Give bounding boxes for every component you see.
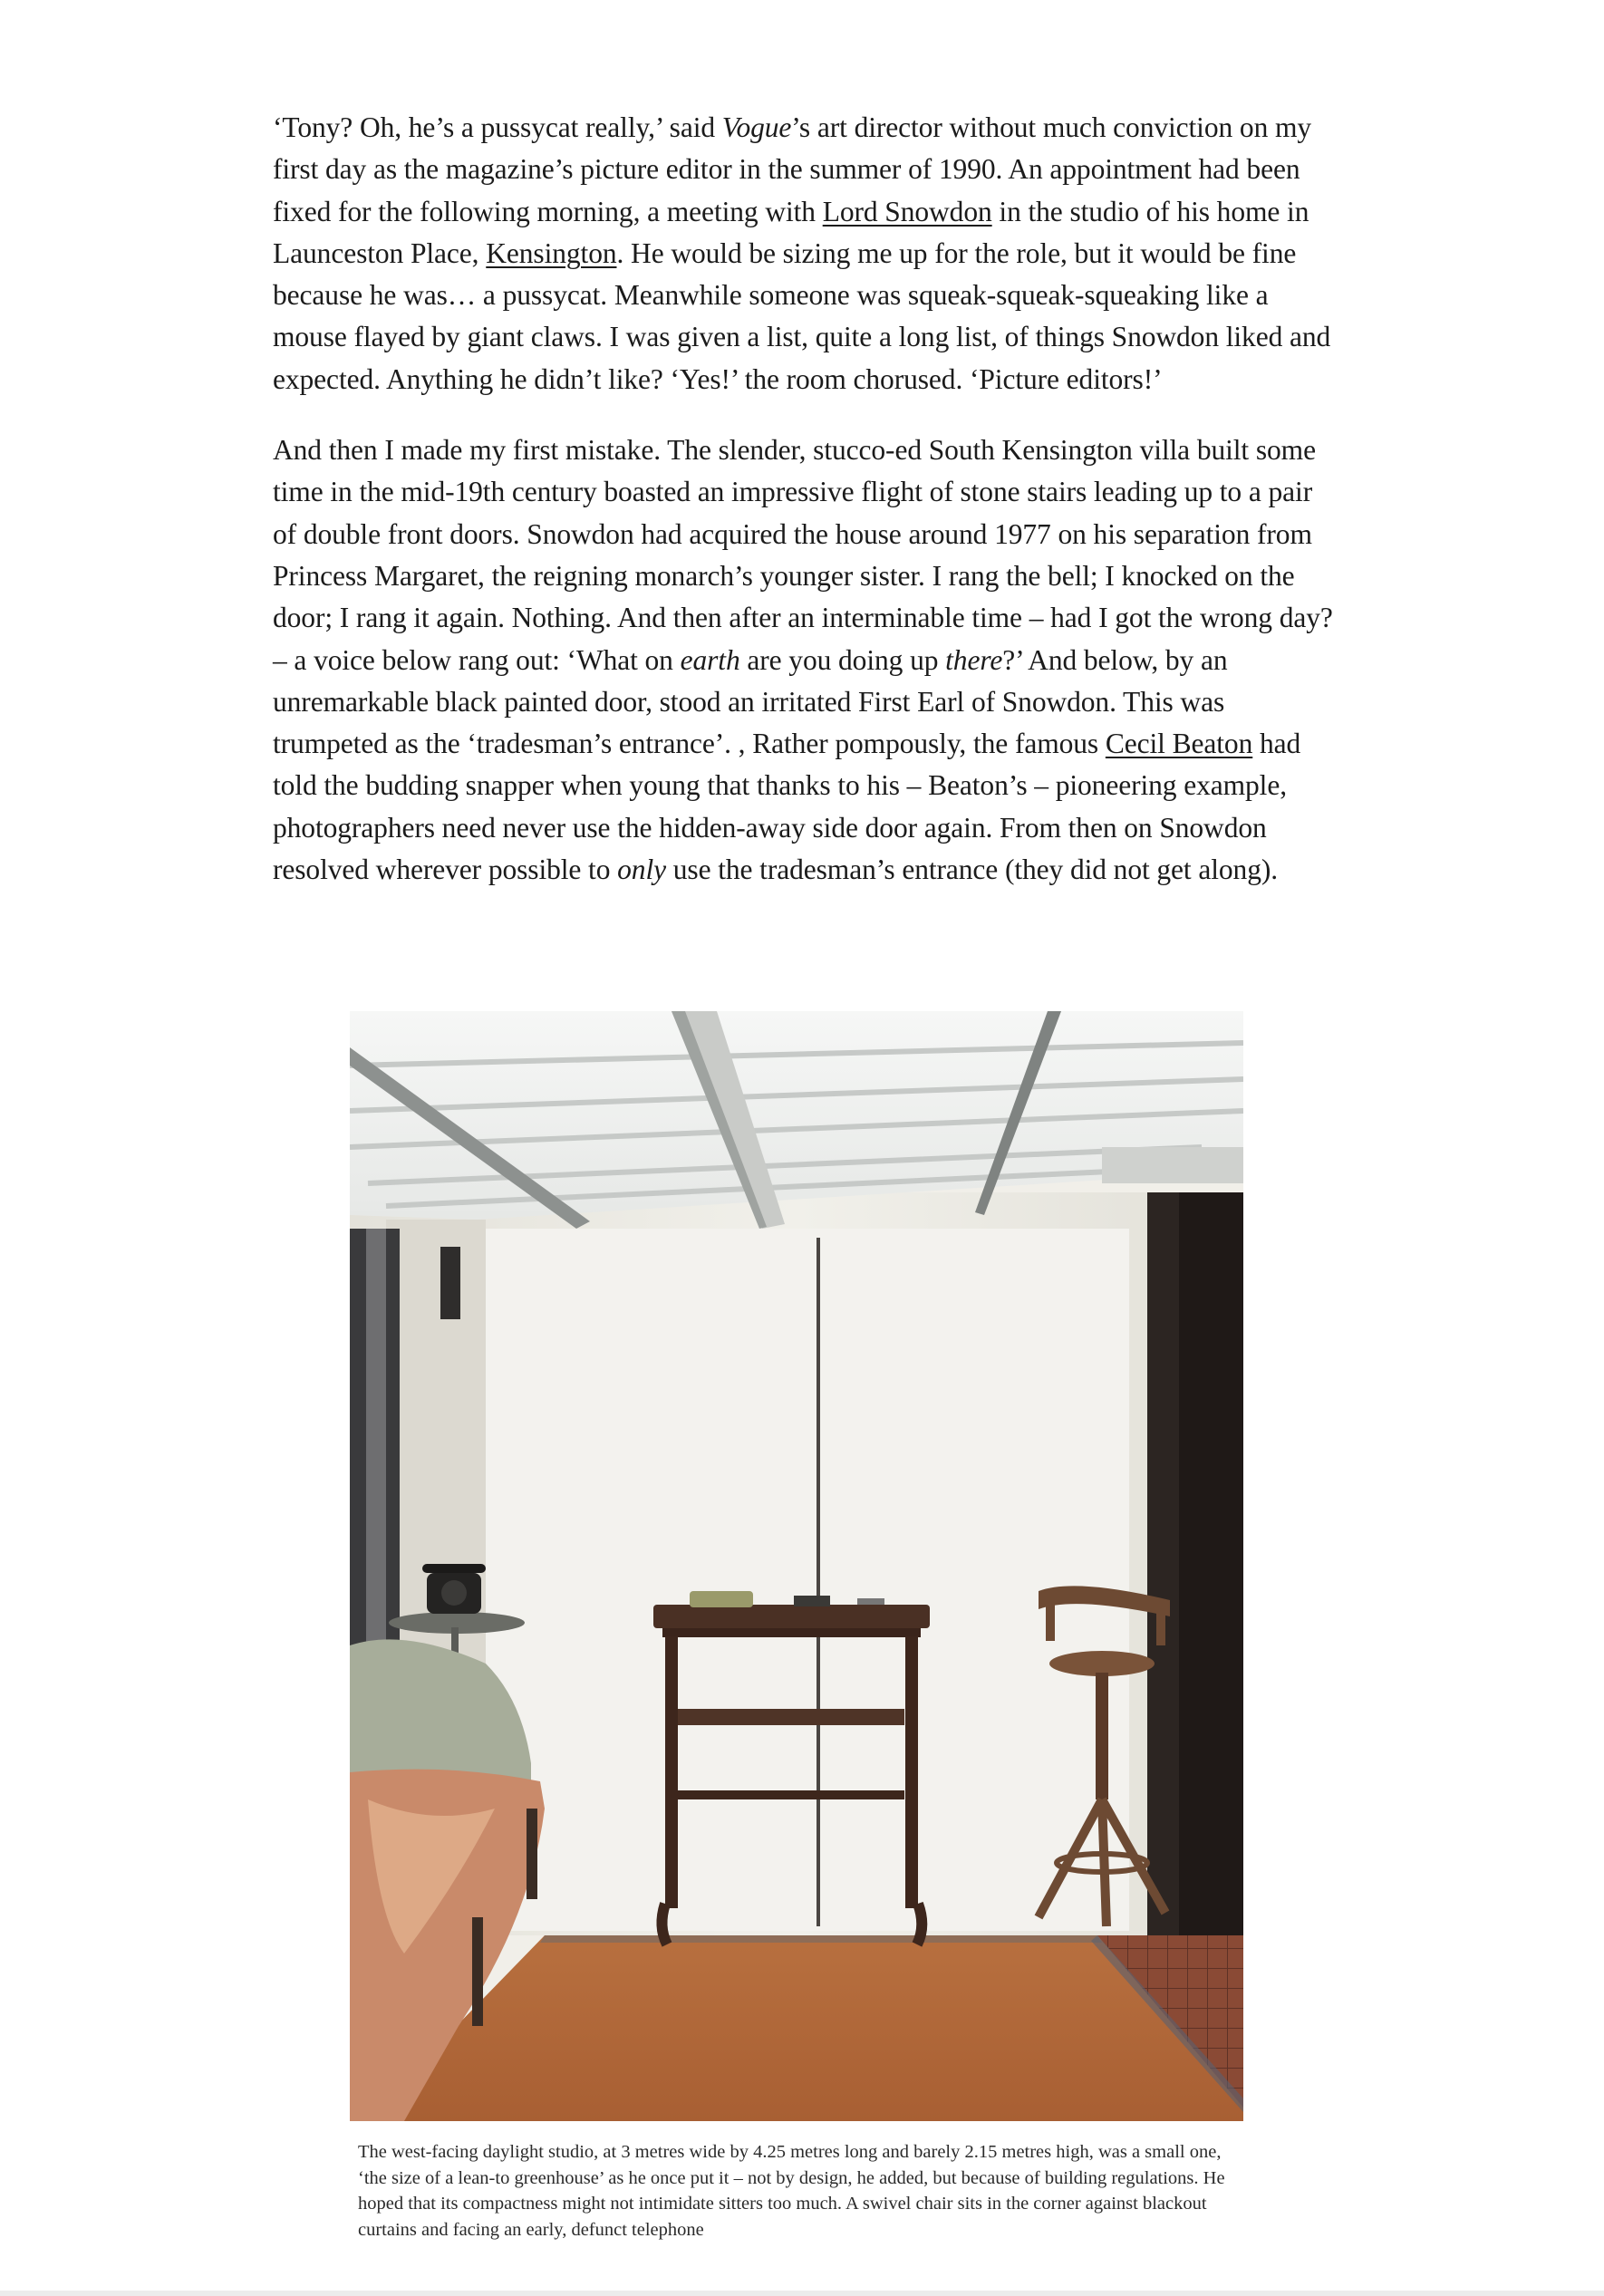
figure-caption: The west-facing daylight studio, at 3 metres wide by 4.25 metres long and barely 2.15 metres high, was a small one, ‘the size of a lean-to greenhouse’ as he once put it – not by design, he added, but because of building regulations. He hoped that its compactness might not intimidate sitters too much. A swivel chair sits in the corner against blackout curtains and facing an early, defunct telephone	[358, 2142, 1225, 2240]
studio-figure	[350, 1011, 1243, 2243]
text-run: use the tradesman’s entrance (they did not get along).	[665, 854, 1279, 886]
inline-link-kensington[interactable]: Kensington	[486, 236, 617, 269]
emphasis-text: there	[945, 643, 1003, 676]
paragraph-2	[273, 429, 1333, 891]
article-body	[273, 107, 1333, 920]
emphasis-text: Vogue	[721, 111, 792, 143]
text-run: in the studio of his home in Launceston Place,	[273, 195, 1309, 269]
emphasis-text: earth	[680, 643, 740, 676]
text-run: ’s art director without much conviction on my first day as the magazine’s picture editor in the summer of 1990. An appointment had been fixed for the following morning, a meeting with	[273, 111, 1312, 227]
text-run: ?’ And below, by an unremarkable black painted door, stood an irritated First Earl of Snowdon. This was trumpeted as the ‘tradesman’s entrance’. , Rather pompously, the famous	[273, 643, 1228, 760]
inline-link-cecil-beaton[interactable]: Cecil Beaton	[1105, 728, 1253, 760]
emphasis-text: only	[617, 854, 666, 886]
text-run: had told the budding snapper when young that thanks to his – Beaton’s – pioneering example, photographers need never use the hidden-away side door again. From then on Snowdon resolved wherever possible to	[273, 728, 1301, 886]
text-run: ‘Tony? Oh, he’s a pussycat really,’ said	[273, 111, 722, 143]
text-run: And then I made my first mistake. The slender, stucco-ed South Kensington villa built some time in the mid-19th century boasted an impressive flight of stone stairs leading up to a pair of double front doors. Snowdon had acquired the house around 1977 on his separation from Princess Margaret, the reigning monarch’s younger sister. I rang the bell; I knocked on the door; I rang it again. Nothing. And then after an interminable time – had I got the wrong day? – a voice below rang out: ‘What on	[273, 434, 1333, 676]
text-run: are you doing up	[739, 643, 946, 676]
page-bottom-rule	[0, 2291, 1604, 2296]
inline-link-lord-snowdon[interactable]: Lord Snowdon	[822, 195, 992, 227]
studio-photo	[350, 1011, 1243, 2121]
text-run: . He would be sizing me up for the role, but it would be fine because he was… a pussycat. Meanwhile someone was squeak-squeak-squeaking like a mouse flayed by giant claws. I was given a list, quite a long list, of things Snowdon liked and expected. Anything he didn’t like? ‘Yes!’ the room chorused. ‘Picture editors!’	[273, 236, 1331, 395]
paragraph-1	[273, 107, 1333, 400]
